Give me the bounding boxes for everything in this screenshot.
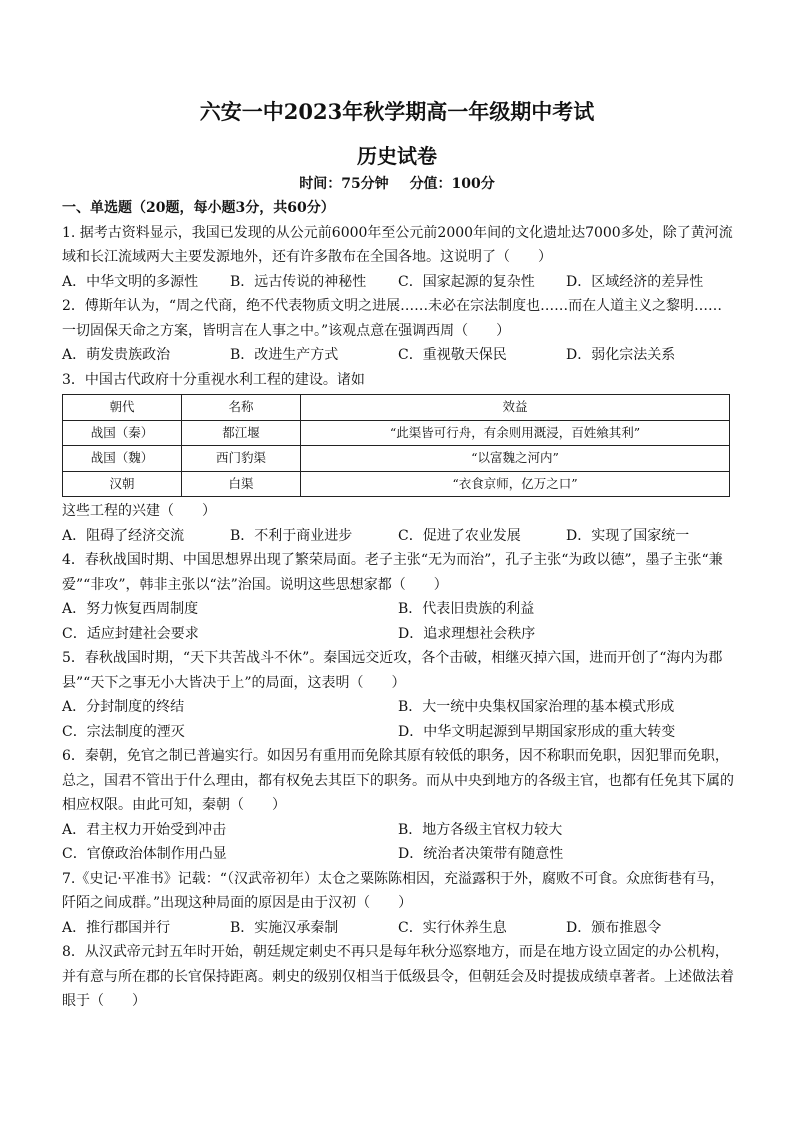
option-b[interactable]: B．实施汉承秦制 (230, 919, 339, 936)
table-cell: “衣食京师，亿万之口” (301, 471, 730, 497)
option-d[interactable]: D．区域经济的差异性 (566, 273, 704, 290)
table-header: 效益 (301, 395, 730, 421)
table-cell: 战国（魏） (63, 446, 182, 472)
option-a[interactable]: A．阻碍了经济交流 (62, 527, 185, 544)
question-7 (62, 867, 734, 941)
table-cell: 汉朝 (63, 471, 182, 497)
question-text: 1. 据考古资料显示，我国已发现的从公元前6000年至公元前2000年间的文化遗址达7000多处，除了黄河流域和长江流域两大主要发源地外，还有许多散布在全国各地。这说明了（ ） (62, 224, 733, 265)
table-cell: “以富魏之河内” (301, 446, 730, 472)
table-cell: 战国（秦） (63, 420, 182, 446)
option-row (62, 695, 734, 720)
option-c[interactable]: C．国家起源的复杂性 (398, 273, 535, 290)
question-2 (62, 294, 734, 368)
option-a[interactable]: A．萌发贵族政治 (62, 347, 171, 363)
table-row (63, 446, 730, 472)
exam-score: 分值：100分 (409, 176, 495, 192)
option-row (62, 916, 734, 941)
option-a[interactable]: A．分封制度的终结 (62, 699, 185, 715)
option-a[interactable]: A．中华文明的多源性 (62, 273, 199, 290)
option-row (62, 597, 734, 622)
option-a[interactable]: A．君主权力开始受到冲击 (62, 821, 227, 838)
question-3 (62, 368, 734, 549)
question-text: 2．傅斯年认为，“周之代商，绝不代表物质文明之进展……未必在宗法制度也……而在人道主义之黎明……一切固保天命之方案，皆明言在人事之中。”该观点意在强调西周（ ） (62, 298, 723, 339)
table-header: 名称 (182, 395, 301, 421)
question-list (62, 196, 734, 1014)
question-text: 8．从汉武帝元封五年时开始，朝廷规定刺史不再只是每年秋分巡察地方，而是在地方设立固定的办公机构，并有意与所在郡的长官保持距离。刺史的级别仅相当于低级县令，但朝廷会及时提拔成绩卓著者。上述做法着眼于（ ） (62, 944, 734, 1009)
option-c[interactable]: C．重视敬天保民 (398, 347, 507, 363)
exam-subject: 历史试卷 (357, 144, 437, 168)
option-d[interactable]: D．追求理想社会秩序 (398, 625, 536, 642)
table-cell: 西门豹渠 (182, 446, 301, 472)
option-row (62, 524, 734, 549)
option-row (62, 818, 734, 843)
table-cell: 都江堰 (182, 420, 301, 446)
option-c[interactable]: C．适应封建社会要求 (62, 625, 199, 642)
option-c[interactable]: C．宗法制度的湮灭 (62, 723, 185, 740)
question-text: 3．中国古代政府十分重视水利工程的建设。诸如 (62, 371, 365, 388)
table-row (63, 420, 730, 446)
question-text: 7.《史记·平准书》记载：“（汉武帝初年）太仓之粟陈陈相因，充溢露积于外，腐败不可食。众庶街巷有马，阡陌之间成群。”出现这种局面的原因是由于汉初（ ） (62, 870, 724, 911)
question-tail: 这些工程的兴建（ ） (62, 503, 216, 519)
option-a[interactable]: A．努力恢复西周制度 (62, 601, 199, 617)
option-d[interactable]: D．统治者决策带有随意性 (398, 846, 564, 862)
option-b[interactable]: B．远古传说的神秘性 (230, 273, 367, 290)
exam-time: 时间：75分钟 (299, 176, 389, 192)
table-header-row (63, 395, 730, 421)
option-row (62, 842, 734, 867)
option-row (62, 270, 734, 295)
option-b[interactable]: B．大一统中央集权国家治理的基本模式形成 (398, 699, 675, 715)
question-text: 6．秦朝，免官之制已普遍实行。如因另有重用而免除其原有较低的职务，因不称职而免职，因犯罪而免职，总之，国君不管出于什么理由，都有权免去其臣下的职务。而从中央到地方的各级主官，也都有任免其下属的相应权限。由此可知，秦朝（ ） (62, 748, 734, 813)
table-cell: “此渠皆可行舟，有余则用溉浸，百姓飨其利” (301, 420, 730, 446)
option-a[interactable]: A．推行郡国并行 (62, 919, 171, 936)
question-8 (62, 940, 734, 1014)
question-4 (62, 548, 734, 646)
exam-title: 六安一中2023年秋学期高一年级期中考试 (199, 99, 595, 124)
question-6 (62, 744, 734, 867)
option-b[interactable]: B．不利于商业进步 (230, 527, 353, 544)
exam-meta (0, 173, 794, 193)
question-text: 4．春秋战国时期、中国思想界出现了繁荣局面。老子主张“无为而治”，孔子主张“为政以德”，墨子主张“兼爱”“非攻”，韩非主张以“法”治国。说明这些思想家都（ ） (62, 552, 723, 593)
question-text: 5．春秋战国时期，“天下共苦战斗不休”。秦国远交近攻，各个击破，相继灭掉六国，进而开创了“海内为郡县”“天下之事无小大皆决于上”的局面，这表明（ ） (62, 650, 723, 691)
option-d[interactable]: D．弱化宗法关系 (566, 347, 676, 363)
option-row (62, 720, 734, 745)
option-b[interactable]: B．地方各级主官权力较大 (398, 821, 563, 838)
option-c[interactable]: C．实行休养生息 (398, 919, 507, 936)
table-cell: 白渠 (182, 471, 301, 497)
option-row (62, 622, 734, 647)
table-header: 朝代 (63, 395, 182, 421)
section-title: 一、单选题（20题，每小题3分，共60分） (62, 200, 335, 216)
table-row (63, 471, 730, 497)
option-c[interactable]: C．促进了农业发展 (398, 527, 521, 544)
option-b[interactable]: B．改进生产方式 (230, 347, 339, 363)
option-d[interactable]: D．颁布推恩令 (566, 919, 662, 936)
water-projects-table (62, 394, 730, 497)
option-d[interactable]: D．中华文明起源到早期国家形成的重大转变 (398, 723, 676, 740)
option-b[interactable]: B．代表旧贵族的利益 (398, 601, 535, 617)
option-row (62, 343, 734, 368)
option-d[interactable]: D．实现了国家统一 (566, 527, 690, 544)
question-5 (62, 646, 734, 744)
option-c[interactable]: C．官僚政治体制作用凸显 (62, 846, 227, 862)
question-1 (62, 221, 734, 295)
